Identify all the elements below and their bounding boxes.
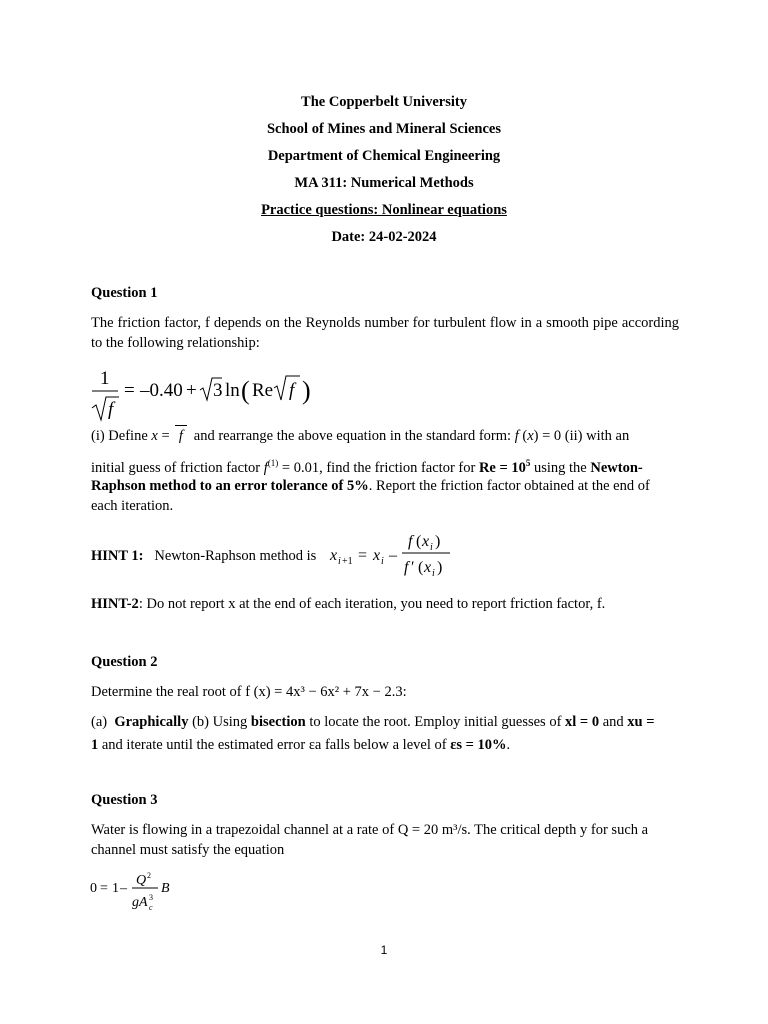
part-i-text: and rearrange the above equation in the standard form: [193,428,512,444]
svg-text:=: = [100,881,108,896]
reynolds-number: Re = 10 [478,459,526,476]
part-i-label: (i) Define [91,428,148,444]
svg-text:i: i [430,542,433,553]
and-text: and [602,714,624,730]
reynolds-exponent: 5 [525,458,531,468]
svg-text:ln: ln [225,380,240,401]
svg-text:–: – [120,881,127,896]
svg-text:i: i [381,556,384,567]
page-number: 1 [380,943,388,957]
svg-text:′: ′ [411,559,415,576]
department-name: Department of Chemical Engineering [267,148,501,164]
svg-text:): ) [437,559,443,576]
svg-text:f: f [108,399,114,420]
svg-text:B: B [161,881,170,896]
question-1-intro: The friction factor, f depends on the Reynolds number for turbulent flow in a smooth pipe according to the following relationship: [91,315,679,351]
part-ii-label: (ii) with an [564,428,630,444]
report-text: . Report the friction factor obtained at the end of [368,478,650,494]
initial-guess-text: initial guess of friction factor [91,459,261,476]
part-a-label: (a) [91,714,108,730]
q2-period: . [506,737,511,753]
find-friction-text: , find the friction factor for [319,459,476,476]
svg-text:gA: gA [132,895,148,910]
upper-guess: xu = [627,714,655,730]
document-date: Date: 24-02-2024 [331,229,437,245]
svg-text:3: 3 [213,380,223,401]
method-part-1: Newton- [590,459,643,476]
question-3-line-1: Water is flowing in a trapezoidal channel at a rate of Q = 20 m³/s. The critical depth y for such a [91,822,649,838]
svg-text:f: f [408,533,413,550]
svg-text:Re: Re [252,380,274,401]
stopping-criterion: εs = 10% [450,737,507,753]
university-name: The Copperbelt University [301,94,467,110]
critical-depth-equation [88,870,198,922]
question-3-heading: Question 3 [91,792,158,808]
svg-text:Q: Q [136,873,147,888]
svg-text:c: c [149,903,153,912]
document-title: Practice questions: Nonlinear equations [261,202,507,218]
svg-text:3: 3 [149,893,153,902]
svg-text:0: 0 [90,881,97,896]
svg-text:2: 2 [147,871,151,880]
svg-text:x: x [330,547,338,564]
iterate-text: and iterate until the estimated error εa falls below a level of [101,737,447,753]
svg-text:f: f [404,559,409,576]
svg-text:i: i [432,568,435,579]
document-page: The Copperbelt University School of Mines and Mineral Sciences Department of Chemical Engineering MA 311: Numerical Methods Practice questions: Nonlinear equations Date: 24-02-2024 Question 1 The friction factor, f depends on the Reynolds number for turbulent flow in a smooth pipe according to the following relationship: 1 f = –0.40 + 3 ln ( Re f ) (i) Define x = f and rearrange the above equation in the standard form: f (x) = 0 (ii) with an initial guess of friction factor $f^{(1)} = 0.01$, find the friction factor for $Re = 10^5$ using the Newton- Raphson method to an error tolerance of 5%. Report the friction factor obtained at the end of each iteration. HINT 1: Newton-Raphson method is x i +1 = x i – f ( x i ) f ′ ( x i ) HINT-2: Do not report x at the end of each iteration, you need to report friction factor, f. Question 2 Determine the real root of f (x) = 4x³ − 6x² + 7x − 2.3: (a) Graphically (b) Using bisection to locate the root. Employ initial guesses of xl = 0 and xu = 1 and iterate until the estimated error εa falls below a level of εs = 10%. Question 3 Water is flowing in a trapezoidal channel at a rate of Q = 20 m³/s. The critical depth y for such a channel must satisfy the equation 0 = 1 – Q 2 gA 3 c B 1 [0,0,768,1024]
guesses-text: to locate the root. Employ initial guesses of [309,714,562,730]
svg-text:1: 1 [112,881,119,896]
svg-text:+1: +1 [342,556,353,567]
svg-text:–0.40: –0.40 [140,380,183,401]
svg-text:): ) [435,533,441,550]
svg-text:–: – [389,547,397,564]
svg-text:): ) [302,376,311,405]
lower-guess: xl = 0 [565,714,600,730]
hint-2-label: HINT-2 [91,596,139,612]
svg-text:x: x [422,533,430,550]
question-2-heading: Question 2 [91,654,158,670]
svg-text:(: ( [416,533,422,550]
each-iteration-text: each iteration. [91,498,174,514]
question-1-heading: Question 1 [91,285,158,301]
hint-1-label: HINT 1: [91,548,144,564]
question-2-statement: Determine the real root of f (x) = 4x³ − 6x² + 7x − 2.3: [91,684,407,700]
svg-text:(: ( [241,376,250,405]
course-title: MA 311: Numerical Methods [294,175,474,191]
graphically-text: Graphically [114,714,189,730]
part-b-text: (b) Using [192,714,248,730]
bisection-text: bisection [250,714,306,730]
hint-1-text: Newton-Raphson method is [154,548,317,564]
question-3-line-2: channel must satisfy the equation [91,842,285,858]
svg-text:+: + [186,380,197,401]
svg-text:f: f [289,380,295,401]
svg-text:=: = [358,547,368,564]
svg-text:i: i [338,556,341,567]
svg-text:(: ( [418,559,424,576]
newton-raphson-formula [328,528,458,582]
upper-guess-value: 1 [91,737,99,753]
hint-2-text: : Do not report x at the end of each iteration, you need to report friction factor, f. [138,596,606,612]
school-name: School of Mines and Mineral Sciences [266,121,501,137]
svg-text:x: x [424,559,432,576]
method-part-2: Raphson method to an error tolerance of 5% [91,478,369,494]
friction-factor-equation [88,364,328,424]
svg-text:=: = [124,380,135,401]
using-text: using the [533,459,587,476]
svg-text:1: 1 [100,368,110,389]
svg-text:x: x [373,547,381,564]
